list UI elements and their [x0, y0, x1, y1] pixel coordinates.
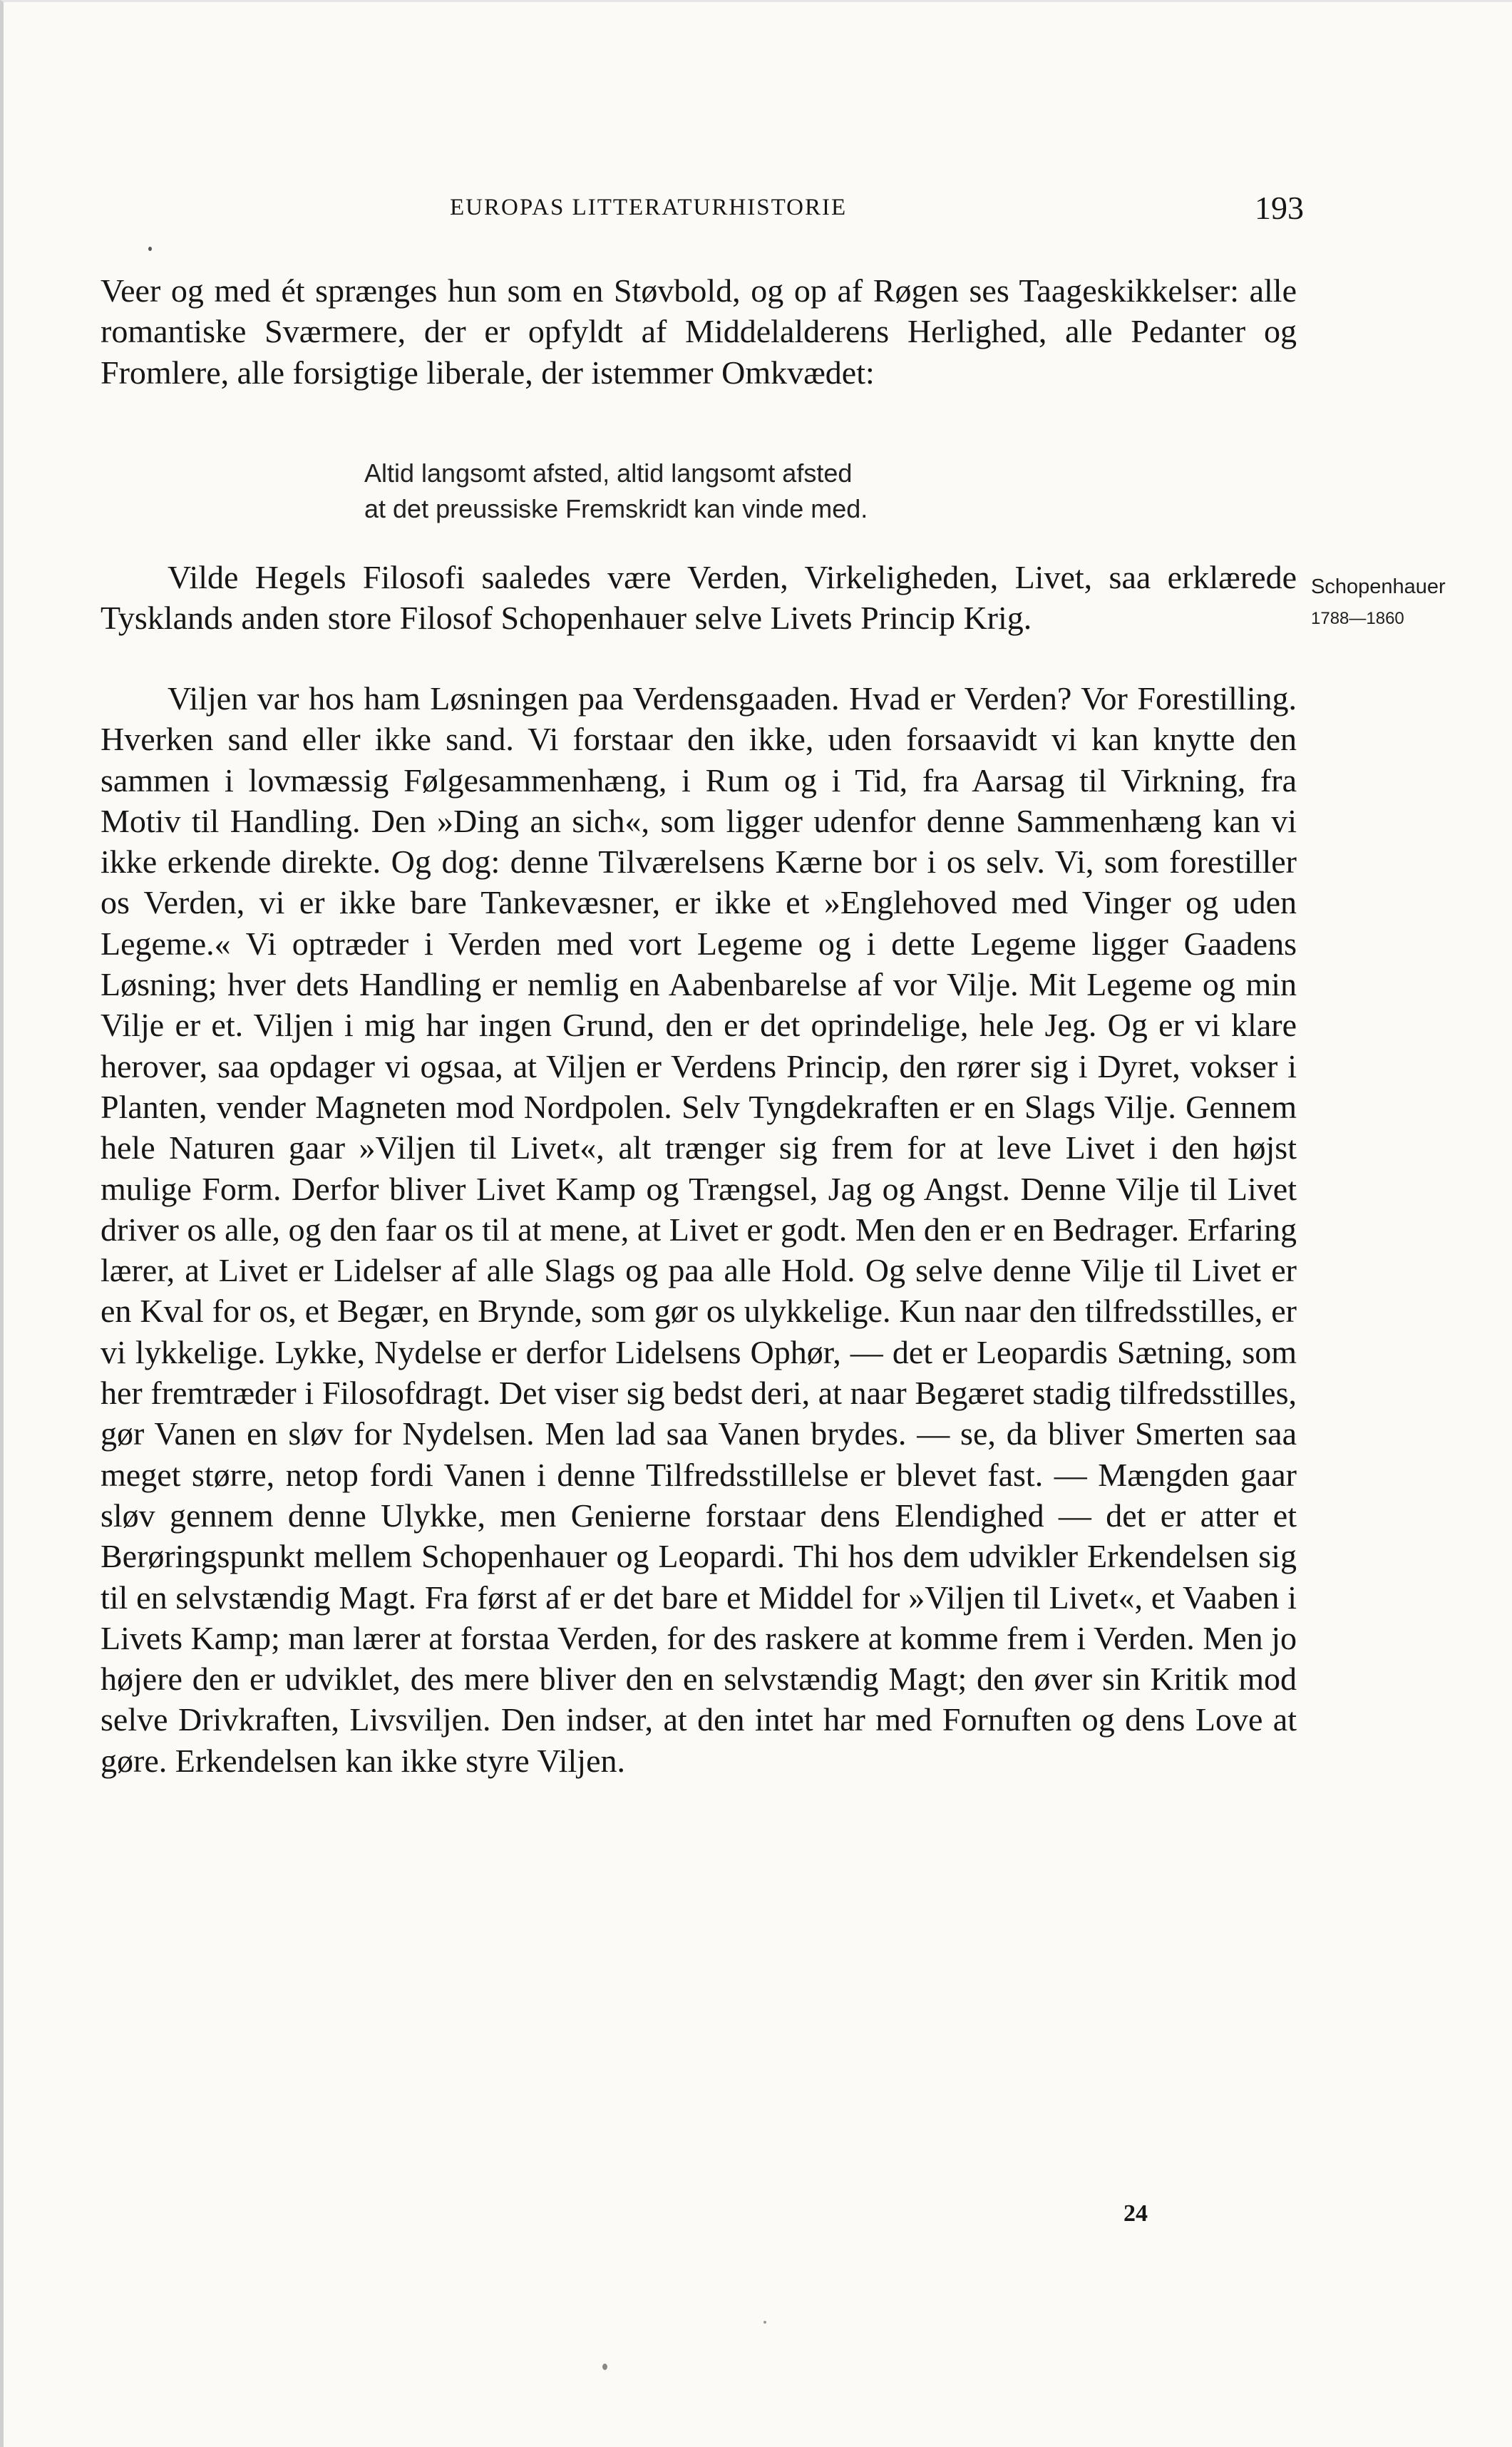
margin-note: [1311, 575, 1464, 630]
margin-note-dates: 1788—1860: [1311, 609, 1404, 628]
paper-speck: [602, 2364, 607, 2370]
page-number: 193: [1255, 190, 1304, 226]
page-header: [450, 189, 1304, 232]
running-title: EUROPAS LITTERATURHISTORIE: [450, 195, 848, 220]
margin-note-name: Schopenhauer: [1311, 575, 1446, 598]
paragraph-2: Vilde Hegels Filosofi saaledes være Verden, Virkeligheden, Livet, saa erklærede Tysklands anden store Filosof Schopenhauer selve Livets Princip Krig.: [101, 559, 1297, 637]
verse-line-1: Altid langsomt afsted, altid langsomt afsted: [364, 458, 853, 488]
printer-signature-mark: 24: [1123, 2200, 1148, 2227]
paper-speck: [763, 2321, 766, 2324]
verse-quote: [364, 456, 1148, 527]
paper-speck: [148, 247, 152, 251]
paragraph-3: Viljen var hos ham Løsningen paa Verdensgaaden. Hvad er Verden? Vor Forestilling. Hverken sand eller ikke sand. Vi forstaar den ikke, uden forsaavidt vi kan knytte den sammen i lovmæssig Følgesammenhæng, i Rum og i Tid, fra Aarsag til Virkning, fra Motiv til Handling. Den »Ding an sich«, som ligger udenfor denne Sammenhæng kan vi ikke erkende direkte. Og dog: denne Tilværelsens Kærne bor i os selv. Vi, som forestiller os Verden, vi er ikke bare Tankevæsner, er ikke et »Englehoved med Vinger og uden Legeme.« Vi optræder i Verden med vort Legeme og i dette Legeme ligger Gaadens Løsning; hver dets Handling er nemlig en Aabenbarelse af vor Vilje. Mit Legeme og min Vilje er et. Viljen i mig har ingen Grund, den er det oprindelige, hele Jeg. Og er vi klare herover, saa opdager vi ogsaa, at Viljen er Verdens Princip, den rører sig i Dyret, vokser i Planten, vender Magneten mod Nordpolen. Selv Tyngdekraften er en Slags Vilje. Gennem hele Naturen gaar »Viljen til Livet«, alt trænger sig frem for at leve Livet i den højst mulige Form. Derfor bliver Livet Kamp og Trængsel, Jag og Angst. Denne Vilje til Livet driver os alle, og den faar os til at mene, at Livet er godt. Men den er en Bedrager. Erfaring lærer, at Livet er Lidelser af alle Slags og paa alle Hold. Og selve denne Vilje til Livet er en Kval for os, et Begær, en Brynde, som gør os ulykkelige. Kun naar den tilfredsstilles, er vi lykkelige. Lykke, Nydelse er derfor Lidelsens Ophør, — det er Leopardis Sætning, som her fremtræder i Filosofdragt. Det viser sig bedst deri, at naar Begæret stadig tilfredsstilles, gør Vanen en sløv for Nydelsen. Men lad saa Vanen brydes. — se, da bliver Smerten saa meget større, netop fordi Vanen i denne Tilfredsstillelse er blevet fast. — Mængden gaar sløv gennem denne Ulykke, men Genierne forstaar dens Elendighed — det er atter et Berøringspunkt mellem Schopenhauer og Leopardi. Thi hos dem udvikler Erkendelsen sig til en selvstændig Magt. Fra først af er det bare et Middel for »Viljen til Livet«, et Vaaben i Livets Kamp; man lærer at forstaa Verden, for des raskere at komme frem i Verden. Men jo højere den er udviklet, des mere bliver den en selvstændig Magt; den øver sin Kritik mod selve Drivkraften, Livsviljen. Den indser, at den intet har med Fornuften og dens Love at gøre. Erkendelsen kan ikke styre Viljen.: [101, 680, 1297, 1779]
verse-line-2: at det preussiske Fremskridt kan vinde med.: [364, 494, 868, 523]
paragraph-1: Veer og med ét sprænges hun som en Støvbold, og op af Røgen ses Taageskikkelser: alle romantiske Sværmere, der er opfyldt af Middelalderens Herlighed, alle Pedanter og Fromlere, alle forsigtige liberale, der istemmer Omkvædet:: [101, 272, 1297, 391]
